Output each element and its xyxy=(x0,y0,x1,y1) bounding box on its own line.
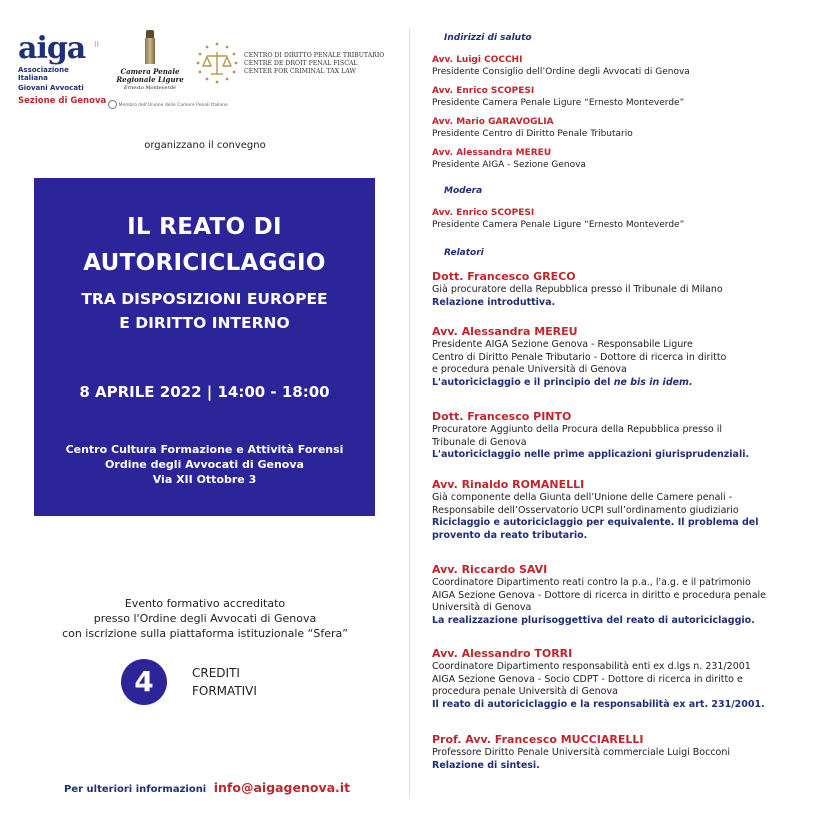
talk-title-text: L'autoriciclaggio e il principio del xyxy=(432,376,611,388)
camera-footer-text: Membro dell'Unione delle Camere Penali Italiane xyxy=(118,103,228,108)
speaker-name: Avv. Alessandra MEREU xyxy=(432,148,552,158)
speaker-role: Professore Diritto Penale Università commerciale Luigi Bocconi xyxy=(432,747,731,758)
scales-of-justice-icon xyxy=(194,40,240,86)
talk-title xyxy=(432,377,820,390)
speaker-name: Avv. Alessandro TORRI xyxy=(432,647,573,660)
camera-penale-logo xyxy=(110,30,190,92)
relatori-heading: Relatori xyxy=(444,248,484,258)
speaker-role: Università di Genova xyxy=(432,602,532,613)
speaker-name: Dott. Francesco GRECO xyxy=(432,270,576,283)
right-column xyxy=(410,0,822,822)
event-title-2: AUTORICICLAGGIO xyxy=(83,250,326,276)
event-subtitle-1: TRA DISPOSIZIONI EUROPEE xyxy=(81,290,328,308)
credits-line-1: CREDITI xyxy=(192,666,240,680)
saluti-item xyxy=(432,55,820,78)
aiga-section: Sezione di Genova xyxy=(18,96,107,106)
aiga-subtitle-2: Giovani Avvocati xyxy=(18,84,84,92)
accreditation-line-2: presso l'Ordine degli Avvocati di Genova xyxy=(93,612,317,625)
speaker-name: Avv. Mario GARAVOGLIA xyxy=(432,117,554,127)
camera-line-1: Camera Penale xyxy=(120,67,180,76)
camera-line-3: Ernesto Monteverde xyxy=(123,85,177,91)
modera-heading: Modera xyxy=(444,186,483,196)
accreditation xyxy=(0,596,410,641)
camera-line-2: Regionale Ligure xyxy=(116,75,184,84)
talk-title-italic: ne bis in idem. xyxy=(613,376,693,388)
talk-title: Riciclaggio e autoriciclaggio per equivalente. Il problema del xyxy=(432,517,759,528)
speaker-role: Presidente Centro di Diritto Penale Tributario xyxy=(432,129,633,139)
seal-icon xyxy=(108,100,117,109)
talk-title: La realizzazione plurisoggettiva del reato di autoriciclaggio. xyxy=(432,614,755,626)
speaker-role: Coordinatore Dipartimento reati contro la p.a., l'a.g. e il patrimonio xyxy=(432,577,751,588)
contact-email-link[interactable]: info@aigagenova.it xyxy=(213,780,351,795)
accreditation-line-1: Evento formativo accreditato xyxy=(124,597,286,610)
centro-line-2: CENTRE DE DROIT PENAL FISCAL xyxy=(244,60,358,67)
speaker-name: Avv. Enrico SCOPESI xyxy=(432,208,535,218)
talk-title: L'autoriciclaggio nelle prime applicazioni giurisprudenziali. xyxy=(432,449,750,460)
saluti-item xyxy=(432,148,820,171)
aiga-dots-icon: ⁝⁝ xyxy=(94,40,100,49)
event-place xyxy=(34,442,375,487)
aiga-wordmark: aiga xyxy=(18,31,86,66)
centro-logo xyxy=(194,40,409,90)
talk-title: Relazione di sintesi. xyxy=(432,759,540,771)
relatore-item xyxy=(432,563,820,627)
event-place-3: Via XII Ottobre 3 xyxy=(152,473,257,486)
speaker-role: procedura penale Università di Genova xyxy=(432,686,618,697)
speaker-role: Già componente della Giunta dell’Unione delle Camere penali - xyxy=(432,492,733,503)
credits-line-2: FORMATIVI xyxy=(192,684,257,698)
relatore-item xyxy=(432,733,820,772)
speaker-role: e procedura penale Università di Genova xyxy=(432,364,627,375)
talk-title: Relazione introduttiva. xyxy=(432,296,556,308)
relatore-item xyxy=(432,270,820,309)
centro-line-3: CENTER FOR CRIMINAL TAX LAW xyxy=(244,68,356,75)
event-date: 8 APRILE 2022 | 14:00 - 18:00 xyxy=(79,383,330,401)
speaker-role: Già procuratore della Repubblica presso il Tribunale di Milano xyxy=(432,284,723,295)
speaker-role: Presidente AIGA - Sezione Genova xyxy=(432,160,586,170)
speaker-role: AIGA Sezione Genova - Dottore di ricerca in diritto e procedura penale xyxy=(432,589,766,601)
speaker-role: Presidente Camera Penale Ligure “Ernesto Monteverde” xyxy=(432,220,685,230)
talk-title: provento da reato tributario. xyxy=(432,529,588,541)
saluti-item xyxy=(432,86,820,109)
intro-text: organizzano il convegno xyxy=(144,140,266,151)
speaker-name: Avv. Luigi COCCHI xyxy=(432,55,523,65)
speaker-role: Procuratore Aggiunto della Procura della Repubblica presso il xyxy=(432,424,723,435)
talk-title: Il reato di autoriciclaggio e la responsabilità ex art. 231/2001. xyxy=(432,698,765,710)
relatore-item xyxy=(432,478,820,542)
speaker-name: Avv. Rinaldo ROMANELLI xyxy=(432,478,585,491)
accreditation-line-3: con iscrizione sulla piattaforma istituzionale “Sfera” xyxy=(62,627,348,640)
event-place-1: Centro Cultura Formazione e Attività Forensi xyxy=(65,443,344,456)
relatore-item xyxy=(432,410,820,462)
speaker-role: Responsabile dell’Osservatorio UCPI sull’ordinamento giudiziario xyxy=(432,504,739,516)
event-box xyxy=(34,178,375,516)
contact-info xyxy=(64,780,350,795)
speaker-role: Centro di Diritto Penale Tributario - Dottore di ricerca in diritto xyxy=(432,351,727,363)
speaker-role: AIGA Sezione Genova - Socio CDPT - Dottore di ricerca in diritto e xyxy=(432,673,743,685)
left-column xyxy=(0,0,410,822)
moderator xyxy=(432,208,820,231)
speaker-name: Avv. Alessandra MEREU xyxy=(432,325,578,338)
speaker-role: Tribunale di Genova xyxy=(432,436,527,448)
aiga-logo xyxy=(18,31,100,92)
saluti-item xyxy=(432,117,820,140)
event-title-1: IL REATO DI xyxy=(127,214,282,240)
event-subtitle-2: E DIRITTO INTERNO xyxy=(119,314,290,332)
contact-label: Per ulteriori informazioni xyxy=(64,784,207,795)
lighthouse-icon xyxy=(142,30,158,64)
aiga-subtitle-1: Associazione Italiana xyxy=(18,66,69,82)
credits-number: 4 xyxy=(121,659,167,705)
speaker-role: Coordinatore Dipartimento responsabilità enti ex d.lgs n. 231/2001 xyxy=(432,661,751,672)
relatore-item xyxy=(432,647,820,711)
relatore-item xyxy=(432,325,820,389)
speaker-name: Avv. Enrico SCOPESI xyxy=(432,86,535,96)
speaker-role: Presidente Camera Penale Ligure “Ernesto Monteverde” xyxy=(432,98,685,108)
speaker-name: Avv. Riccardo SAVI xyxy=(432,563,548,576)
speaker-name: Prof. Avv. Francesco MUCCIARELLI xyxy=(432,733,644,746)
speaker-name: Dott. Francesco PINTO xyxy=(432,410,572,423)
speaker-role: Presidente Consiglio dell’Ordine degli Avvocati di Genova xyxy=(432,67,690,77)
event-place-2: Ordine degli Avvocati di Genova xyxy=(105,458,304,471)
speaker-role: Presidente AIGA Sezione Genova - Responsabile Ligure xyxy=(432,339,693,350)
credits-label xyxy=(192,664,257,700)
centro-line-1: CENTRO DI DIRITTO PENALE TRIBUTARIO xyxy=(244,52,385,59)
saluti-heading: Indirizzi di saluto xyxy=(444,33,532,43)
camera-footer xyxy=(108,100,228,109)
